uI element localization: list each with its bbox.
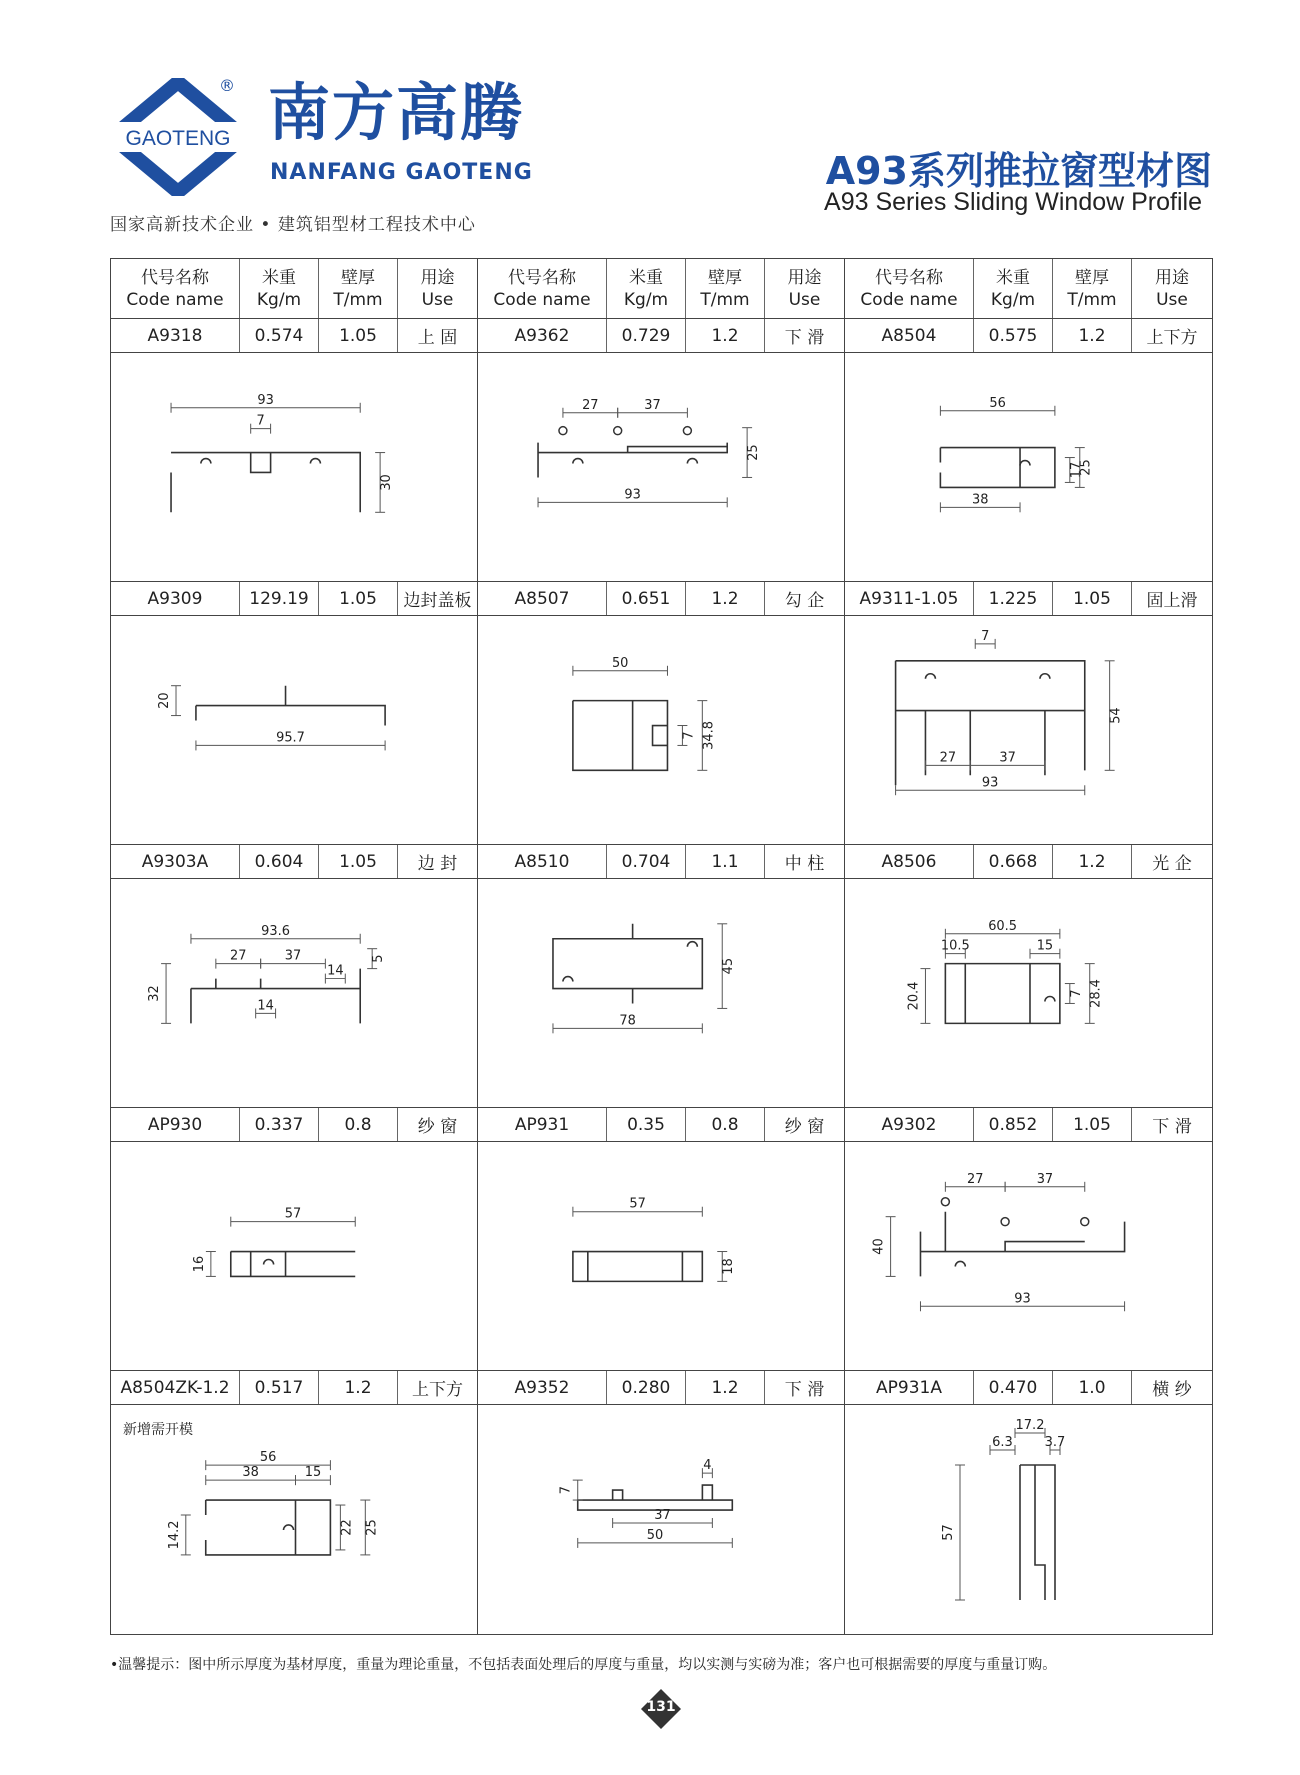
dimension-label: 16: [191, 1255, 207, 1273]
dimension-label: 57: [629, 1196, 646, 1212]
profile-outline: [1020, 1465, 1055, 1600]
dimension-label: 27: [966, 1171, 984, 1187]
hook-detail: [201, 459, 211, 464]
profile-code: AP931A: [845, 1371, 974, 1404]
profile-code: A9302: [845, 1108, 974, 1141]
hook-detail: [310, 459, 320, 464]
rail-knob: [1081, 1218, 1089, 1226]
profile-drawing: [845, 879, 1212, 1107]
rail-knob: [614, 427, 622, 435]
header-code: 代号名称 Code name: [478, 259, 607, 318]
profile-cross-section-drawing: [845, 1405, 1212, 1634]
profile-drawing: [111, 1405, 478, 1634]
header-use: 用途 Use: [765, 259, 845, 318]
profile-thickness: 0.8: [319, 1108, 398, 1141]
profile-code: A9309: [111, 582, 240, 615]
profile-use: 上下方: [398, 1371, 478, 1404]
profile-weight: 0.35: [607, 1108, 686, 1141]
profile-code: A8510: [478, 845, 607, 878]
profile-weight: 0.470: [974, 1371, 1053, 1404]
profile-outline: [920, 1212, 1124, 1277]
profile-weight: 0.337: [240, 1108, 319, 1141]
rail-knob: [683, 427, 691, 435]
company-tagline: 国家高新技术企业 • 建筑铝型材工程技术中心: [110, 215, 476, 235]
dimension-label: 57: [941, 1524, 956, 1541]
dimension-label: 20.4: [906, 981, 922, 1011]
rail-knob: [1001, 1218, 1009, 1226]
dimension-label: 18: [721, 1258, 737, 1275]
dimension-label: 50: [611, 655, 629, 671]
profile-cross-section-drawing: [111, 616, 477, 844]
dimension-label: 7: [1068, 989, 1084, 998]
profile-drawing: [478, 1142, 845, 1370]
dimension-label: 93.6: [261, 923, 290, 939]
dimension-label: 7: [681, 731, 697, 740]
profile-code: A8504ZK-1.2: [111, 1371, 240, 1404]
dimension-label: 50: [646, 1527, 664, 1543]
dimension-label: 27: [582, 397, 599, 413]
drawing-row: [111, 353, 1212, 582]
profile-thickness: 1.0: [1053, 1371, 1132, 1404]
profile-thickness: 1.05: [319, 845, 398, 878]
profile-table: [110, 258, 1213, 1635]
page-title-cn: A93系列推拉窗型材图: [825, 149, 1212, 193]
profile-thickness: 1.2: [1053, 845, 1132, 878]
dimension-label: 10.5: [940, 938, 970, 954]
drawing-row: [111, 1142, 1212, 1371]
profile-weight: 0.729: [607, 319, 686, 352]
drawing-row: [111, 616, 1212, 845]
profile-thickness: 1.05: [319, 319, 398, 352]
profile-thickness: 1.1: [686, 845, 765, 878]
dimension-label: 15: [1036, 938, 1054, 954]
hook-detail: [284, 1525, 294, 1530]
profile-cross-section-drawing: [111, 353, 477, 581]
profile-outline: [578, 1485, 733, 1510]
profile-cross-section-drawing: [478, 1142, 844, 1370]
profile-outline: [196, 686, 385, 726]
header-thickness: 壁厚 T/mm: [1053, 259, 1132, 318]
profile-cross-section-drawing: [478, 616, 844, 844]
drawing-row: [111, 879, 1212, 1108]
profile-use: 下 滑: [765, 319, 845, 352]
header-weight: 米重 Kg/m: [974, 259, 1053, 318]
dimension-label: 30: [379, 474, 395, 491]
profile-outline: [206, 1500, 331, 1555]
profile-drawing: [845, 1405, 1212, 1634]
dimension-label: 27: [230, 948, 247, 964]
profile-code: A8506: [845, 845, 974, 878]
profile-outline: [896, 661, 1085, 785]
profile-cross-section-drawing: [845, 879, 1212, 1107]
hook-detail: [563, 977, 573, 982]
dimension-label: 56: [989, 395, 1006, 411]
profile-use: 边封盖板: [398, 582, 478, 615]
dimension-label: 7: [558, 1485, 574, 1495]
table-row: [111, 319, 1212, 353]
profile-use: 勾 企: [765, 582, 845, 615]
dimension-label: 4: [703, 1458, 712, 1474]
profile-weight: 0.574: [240, 319, 319, 352]
profile-use: 下 滑: [765, 1371, 845, 1404]
brand-name-en: NANFANG GAOTENG: [270, 160, 533, 185]
profile-use: 上 固: [398, 319, 478, 352]
hook-detail: [264, 1259, 274, 1264]
dimension-label: 37: [1036, 1171, 1054, 1187]
profile-cross-section-drawing: [845, 616, 1212, 844]
profile-code: A9303A: [111, 845, 240, 878]
hook-detail: [1040, 674, 1050, 679]
header-weight: 米重 Kg/m: [240, 259, 319, 318]
dimension-label: 17: [1068, 461, 1084, 479]
profile-thickness: 1.2: [686, 582, 765, 615]
dimension-label: 15: [304, 1465, 322, 1481]
header-use: 用途 Use: [398, 259, 478, 318]
profile-code: A8504: [845, 319, 974, 352]
profile-drawing: [478, 879, 845, 1107]
dimension-label: 78: [619, 1013, 636, 1029]
profile-use: 光 企: [1152, 854, 1192, 874]
dimension-label: 28.4: [1088, 979, 1104, 1008]
dimension-label: 93: [981, 775, 999, 791]
profile-cross-section-drawing: [111, 1405, 477, 1634]
profile-code: A9318: [111, 319, 240, 352]
table-row: [111, 1108, 1212, 1142]
profile-use: 横 纱: [1152, 1380, 1192, 1400]
profile-drawing: [111, 353, 478, 581]
dimension-label: 45: [721, 957, 737, 975]
profile-thickness: 0.8: [686, 1108, 765, 1141]
profile-cross-section-drawing: [111, 879, 477, 1107]
profile-thickness: 1.05: [1053, 1108, 1132, 1141]
dimension-label: 14: [327, 963, 344, 979]
table-row: [111, 582, 1212, 616]
dimension-label: 34.8: [701, 721, 717, 750]
dimension-label: 38: [971, 492, 989, 508]
profile-code: A9352: [478, 1371, 607, 1404]
hook-detail: [925, 674, 935, 679]
dimension-label: 32: [147, 985, 163, 1002]
brand-name-cn: 南方高腾: [268, 76, 525, 149]
profile-use: 中 柱: [765, 845, 845, 878]
rail-knob: [559, 427, 567, 435]
profile-outline: [940, 448, 1054, 488]
hook-detail: [1045, 996, 1055, 1001]
hook-detail: [573, 459, 583, 464]
profile-thickness: 1.05: [1053, 582, 1132, 615]
profile-cross-section-drawing: [845, 1142, 1212, 1370]
profile-use: 下 滑: [1152, 1117, 1192, 1137]
dimension-label: 5: [371, 954, 387, 963]
profile-drawing: [845, 616, 1212, 844]
header-code: 代号名称 Code name: [845, 259, 974, 318]
header-thickness: 壁厚 T/mm: [686, 259, 765, 318]
dimension-label: 38: [242, 1465, 259, 1481]
profile-outline: [573, 1252, 702, 1282]
profile-weight: 1.225: [974, 582, 1053, 615]
gaoteng-logo-icon: [108, 78, 248, 196]
table-row: [111, 1371, 1212, 1405]
dimension-label: 20: [157, 692, 173, 709]
dimension-label: 40: [871, 1238, 887, 1255]
dimension-label: 93: [257, 392, 274, 408]
table-row: [111, 845, 1212, 879]
table-header-row: [111, 259, 1212, 319]
profile-code: AP930: [111, 1108, 240, 1141]
registered-mark: ®: [219, 76, 235, 95]
profile-weight: 129.19: [240, 582, 319, 615]
dimension-label: 54: [1108, 707, 1124, 724]
page-number-badge: [640, 1688, 682, 1730]
dimension-label: 93: [624, 487, 641, 503]
profile-use: 纱 窗: [398, 1108, 478, 1141]
dimension-label: 95.7: [276, 730, 305, 746]
dimension-label: 57: [284, 1206, 302, 1222]
profile-outline: [945, 964, 1059, 1024]
profile-outline: [538, 443, 727, 478]
dimension-label: 56: [259, 1450, 277, 1466]
dimension-label: 7: [981, 628, 990, 644]
hook-detail: [687, 942, 697, 947]
profile-drawing: [478, 1405, 845, 1634]
header-use: 用途 Use: [1155, 267, 1189, 310]
profile-outline: [171, 453, 360, 513]
profile-drawing: [111, 616, 478, 844]
profile-thickness: 1.2: [686, 319, 765, 352]
profile-cross-section-drawing: [111, 1142, 477, 1370]
profile-drawing: [111, 1142, 478, 1370]
hook-detail: [1020, 461, 1030, 466]
dimension-label: 25: [746, 444, 762, 461]
dimension-label: 27: [939, 750, 957, 766]
profile-cross-section-drawing: [845, 353, 1212, 581]
dimension-label: 37: [284, 948, 302, 964]
profile-outline: [573, 701, 668, 771]
profile-weight: 0.604: [240, 845, 319, 878]
profile-weight: 0.517: [240, 1371, 319, 1404]
header-thickness: 壁厚 T/mm: [319, 259, 398, 318]
drawing-row: [111, 1405, 1212, 1634]
dimension-label: 6.3: [992, 1435, 1013, 1450]
profile-weight: 0.575: [974, 319, 1053, 352]
dimension-label: 7: [256, 413, 265, 429]
footer-note: •温馨提示：图中所示厚度为基材厚度，重量为理论重量，不包括表面处理后的厚度与重量，均以实测与实磅为准；客户也可根据需要的厚度与重量订购。: [110, 1657, 1057, 1673]
dimension-label: 14.2: [166, 1520, 182, 1550]
dimension-label: 37: [999, 750, 1016, 766]
profile-code: A9311-1.05: [845, 582, 974, 615]
profile-weight: 0.651: [607, 582, 686, 615]
profile-use: 纱 窗: [765, 1108, 845, 1141]
profile-thickness: 1.2: [1053, 319, 1132, 352]
profile-weight: 0.704: [607, 845, 686, 878]
dimension-label: 25: [364, 1519, 380, 1536]
profile-drawing: [478, 353, 845, 581]
header-weight: 米重 Kg/m: [607, 259, 686, 318]
profile-weight: 0.668: [974, 845, 1053, 878]
dimension-label: 3.7: [1044, 1435, 1066, 1450]
dimension-label: 25: [1078, 459, 1094, 476]
profile-code: A8507: [478, 582, 607, 615]
dimension-label: 17.2: [1015, 1418, 1045, 1433]
logo-text: GAOTENG: [125, 127, 231, 150]
profile-use: 边 封: [398, 845, 478, 878]
profile-use: 固上滑: [1146, 591, 1198, 611]
profile-use: 上下方: [1146, 328, 1198, 348]
profile-cross-section-drawing: [478, 879, 844, 1107]
hook-detail: [955, 1261, 965, 1266]
profile-outline: [231, 1252, 355, 1277]
profile-thickness: 1.2: [319, 1371, 398, 1404]
page-title-en: A93 Series Sliding Window Profile: [824, 188, 1202, 216]
profile-weight: 0.852: [974, 1108, 1053, 1141]
profile-code: AP931: [478, 1108, 607, 1141]
dimension-label: 37: [644, 397, 661, 413]
profile-cross-section-drawing: [478, 353, 844, 581]
dimension-label: 93: [1014, 1291, 1031, 1307]
profile-drawing: [111, 879, 478, 1107]
profile-thickness: 1.05: [319, 582, 398, 615]
hook-detail: [687, 459, 697, 464]
profile-thickness: 1.2: [686, 1371, 765, 1404]
page-number: 131: [646, 1699, 676, 1715]
dimension-label: 60.5: [988, 918, 1018, 934]
profile-cross-section-drawing: [478, 1405, 844, 1634]
new-mold-note: 新增需开模: [123, 1422, 193, 1438]
rail-knob: [941, 1198, 949, 1206]
profile-drawing: [845, 1142, 1212, 1370]
header-code: 代号名称 Code name: [111, 259, 240, 318]
dimension-label: 14: [257, 998, 274, 1014]
dimension-label: 37: [654, 1508, 671, 1524]
profile-weight: 0.280: [607, 1371, 686, 1404]
dimension-label: 22: [339, 1519, 355, 1536]
profile-drawing: [478, 616, 845, 844]
profile-code: A9362: [478, 319, 607, 352]
profile-drawing: [845, 353, 1212, 581]
profile-outline: [553, 924, 702, 1004]
